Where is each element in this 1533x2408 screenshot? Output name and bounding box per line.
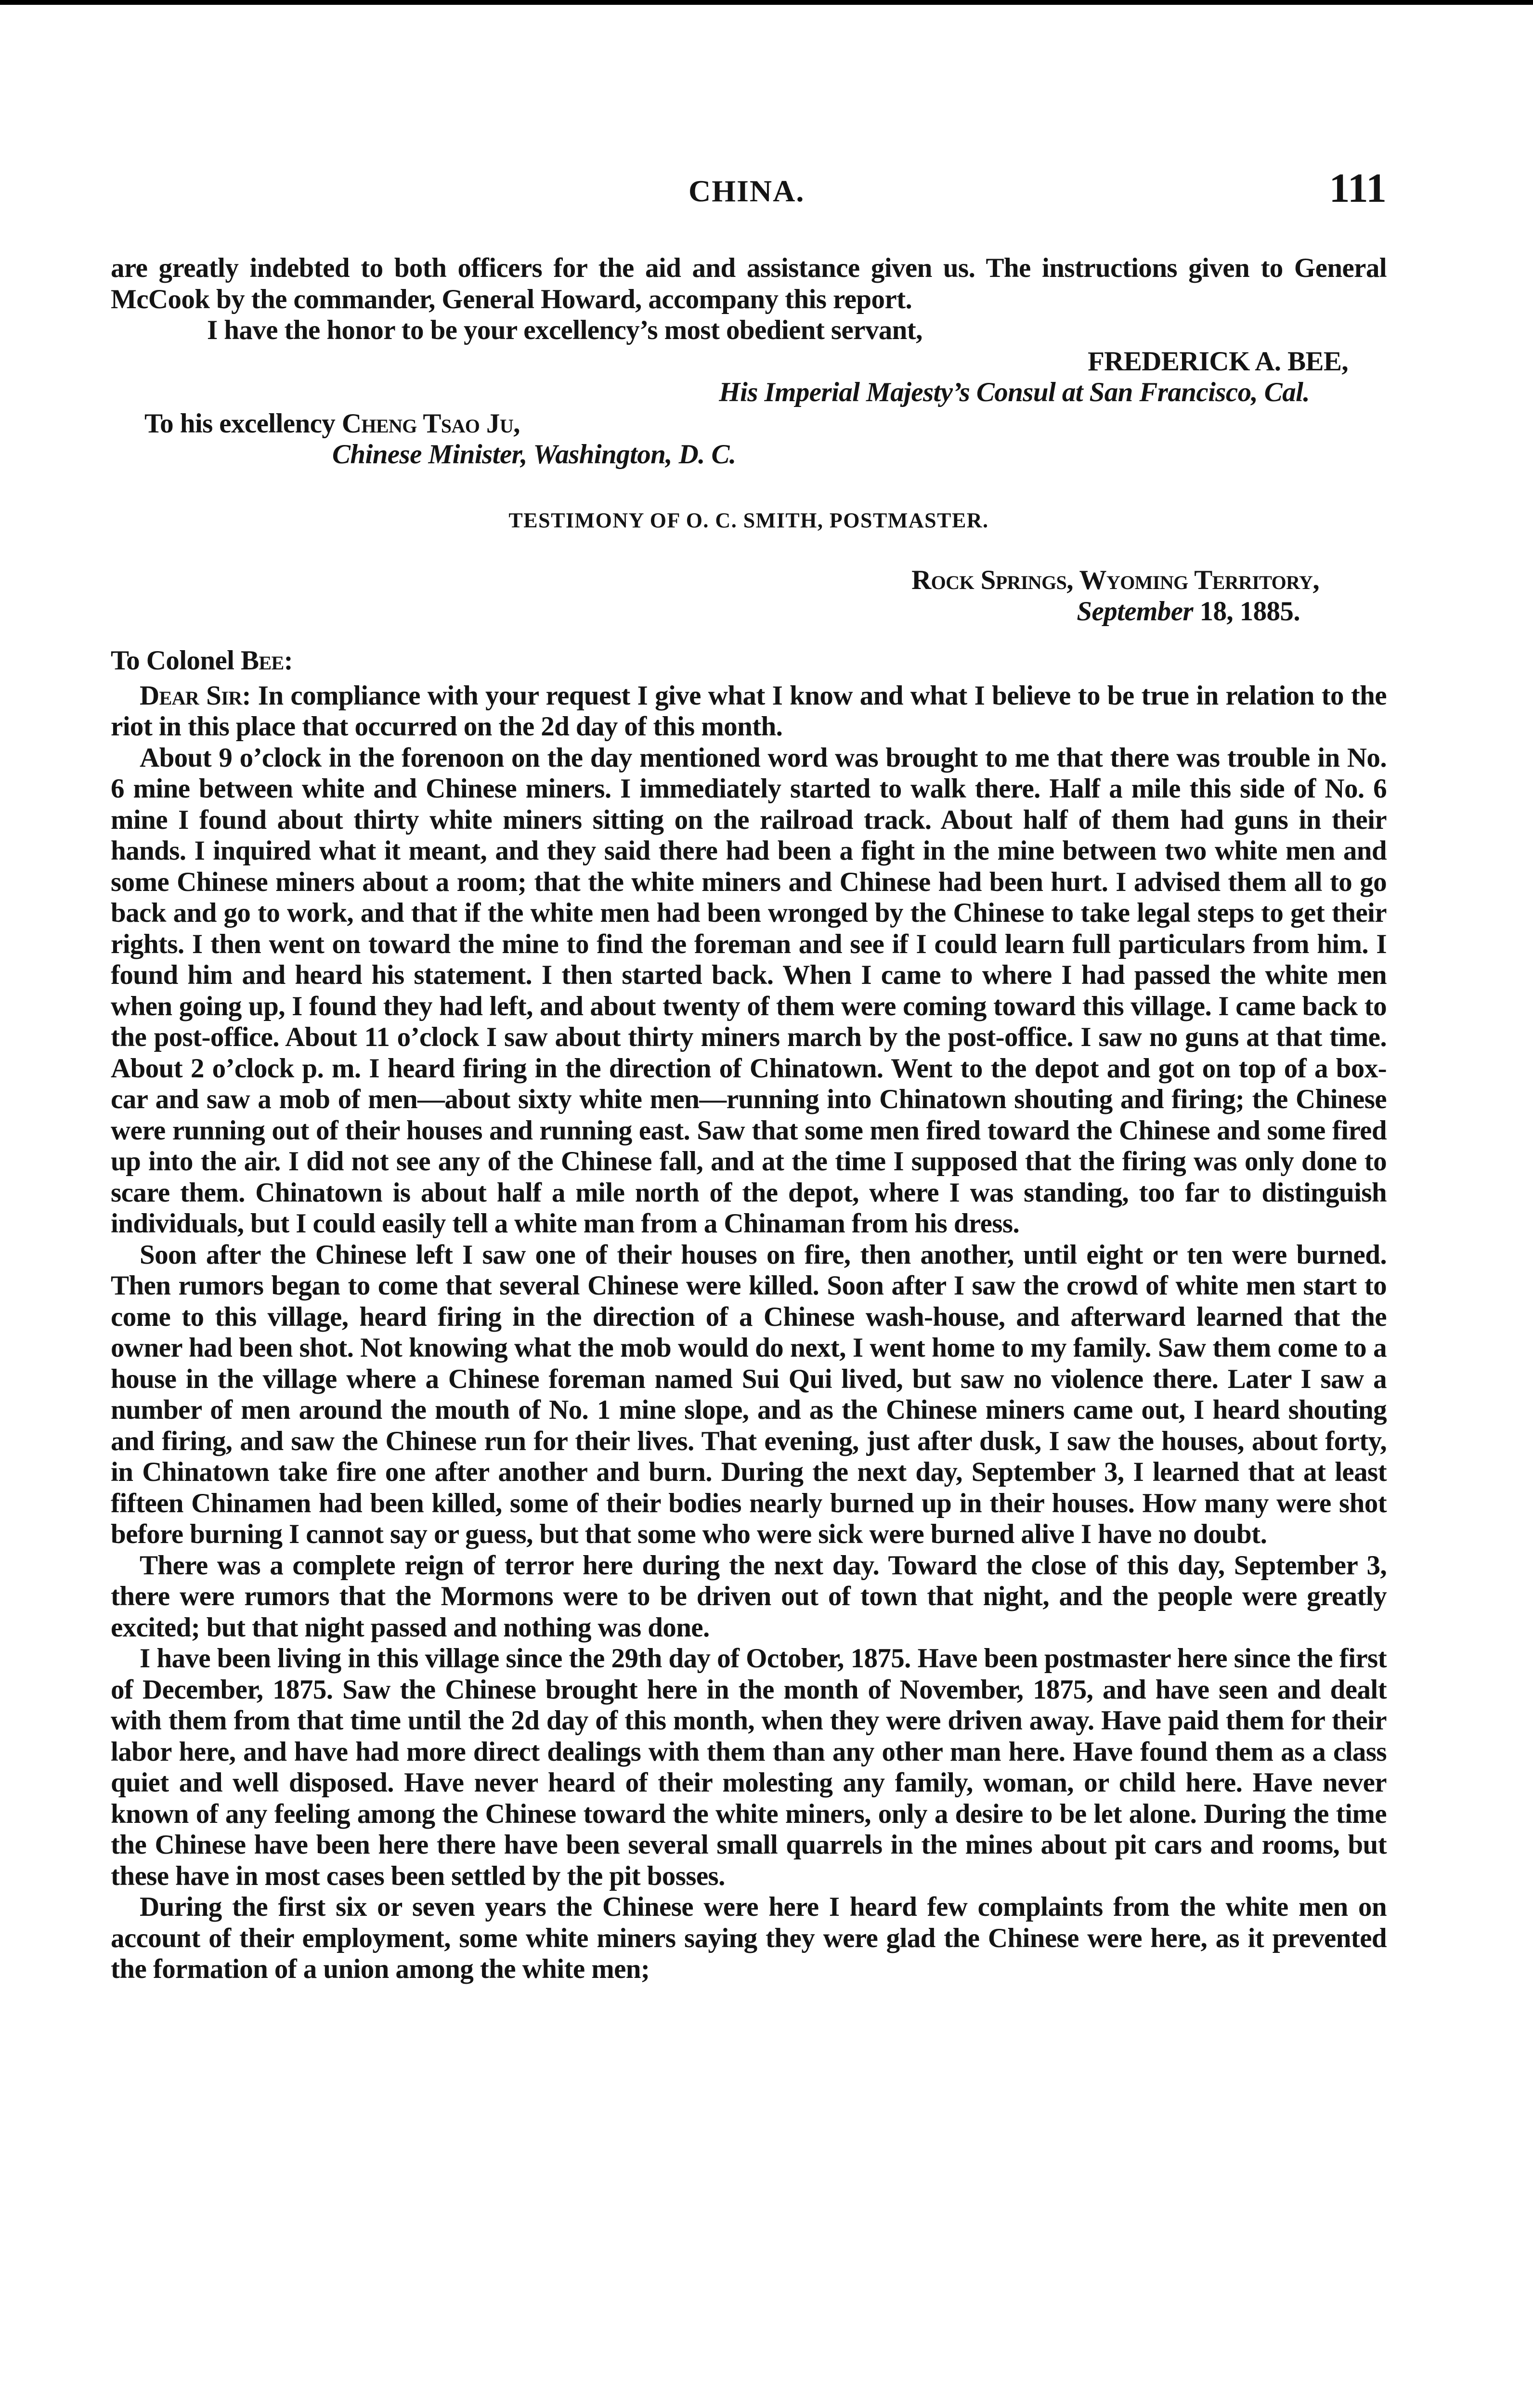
addressee-name: Cheng Tsao Ju, bbox=[341, 408, 520, 439]
running-header bbox=[111, 164, 1387, 217]
page-top-border bbox=[0, 0, 1533, 5]
testimony-paragraph-4: There was a complete reign of terror here during the next day. Toward the close of this day, September 3, there were rumors that the Mormons were to be driven out of town that night, and the people were greatly excited; but that night passed and nothing was done. bbox=[111, 1550, 1387, 1643]
recipient-prefix: To Colonel bbox=[111, 645, 241, 676]
dateline-month: September bbox=[1077, 596, 1193, 627]
dateline-day-year: 18, 1885. bbox=[1193, 596, 1300, 627]
testimony-paragraph-1 bbox=[111, 681, 1387, 743]
recipient-line bbox=[111, 645, 1387, 677]
closing-honor-line: I have the honor to be your excellency’s most obedient servant, bbox=[207, 315, 922, 345]
page-number: 111 bbox=[1329, 165, 1387, 211]
continued-paragraph: are greatly indebted to both officers for the aid and assistance given us. The instructions given to General McCook by the commander, General Howard, accompany this report. bbox=[111, 253, 1387, 314]
running-title: CHINA. bbox=[689, 174, 805, 208]
greeting: Dear Sir: bbox=[140, 680, 251, 711]
testimony-paragraph-3: Soon after the Chinese left I saw one of their houses on fire, then another, until eight or ten were burned. Then rumors began to come that several Chinese were killed. Soon after I saw the crowd of white men start to come to this village, heard firing in the direction of a Chinese wash-house, and afterward learned that the owner had been shot. Not knowing what the mob would do next, I went home to my family. Saw them come to a house in the village where a Chinese foreman named Sui Qui lived, but saw no violence there. Later I saw a number of men around the mouth of No. 1 mine slope, and as the Chinese miners came out, I heard shouting and firing, and saw the Chinese run for their lives. That evening, just after dusk, I saw the houses, about forty, in Chinatown take fire one after another and burn. During the next day, September 3, I learned that at least fifteen Chinamen had been killed, some of their bodies nearly burned up in their houses. How many were shot before burning I cannot say or guess, but that some who were sick were burned alive I have no doubt. bbox=[111, 1239, 1387, 1549]
addressee-prefix: To his excellency bbox=[144, 408, 342, 439]
dateline-place: Rock Springs, Wyoming Territory, bbox=[911, 565, 1319, 595]
testimony-paragraph-5: I have been living in this village since the 29th day of October, 1875. Have been postmaster here since the first of December, 1875. Saw the Chinese brought here in the month of November, 1875, and have seen and dealt with them from that time until the 2d day of this month, when they were driven away. Have paid them for their labor here, and have had more direct dealings with them than any other man here. Have found them as a class quiet and well disposed. Have never heard of their molesting any family, woman, or child here. Have never known of any feeling among the Chinese toward the white miners, only a desire to be let alone. During the time the Chinese have been here there have been several small quarrels in the mines about pit cars and rooms, but these have in most cases been settled by the pit bosses. bbox=[111, 1643, 1387, 1891]
page-body bbox=[111, 253, 1387, 1985]
recipient-name: Bee: bbox=[241, 645, 293, 676]
signature-name: FREDERICK A. BEE, bbox=[1088, 346, 1348, 377]
addressee-title: Chinese Minister, Washington, D. C. bbox=[332, 439, 736, 470]
greeting-body: In compliance with your request I give what I know and what I believe to be true in relation to the riot in this place that occurred on the 2d day of this month. bbox=[111, 680, 1387, 742]
testimony-heading: TESTIMONY OF O. C. SMITH, POSTMASTER. bbox=[508, 508, 989, 532]
dateline-date bbox=[111, 596, 1387, 628]
testimony-paragraph-2: About 9 o’clock in the forenoon on the day mentioned word was brought to me that there was trouble in No. 6 mine between white and Chinese miners. I immediately started to walk there. Half a mile this side of No. 6 mine I found about thirty white miners sitting on the railroad track. About half of them had guns in their hands. I inquired what it meant, and they said there had been a fight in the mine between two white men and some Chinese miners about a room; that the white miners and Chinese had been hurt. I advised them all to go back and go to work, and that if the white men had been wronged by the Chinese to take legal steps to get their rights. I then went on toward the mine to find the foreman and see if I could learn full particulars from him. I found him and heard his statement. I then started back. When I came to where I had passed the white men when going up, I found they had left, and about twenty of them were coming toward this village. I came back to the post-office. About 11 o’clock I saw about thirty miners march by the post-office. I saw no guns at that time. About 2 o’clock p. m. I heard firing in the direction of Chinatown. Went to the depot and got on top of a box-car and saw a mob of men—about sixty white men—running into Chinatown shouting and firing; the Chinese were running out of their houses and running east. Saw that some men fired toward the Chinese and some fired up into the air. I did not see any of the Chinese fall, and at the time I supposed that the firing was only done to scare them. Chinatown is about half a mile north of the depot, where I was standing, too far to distinguish individuals, but I could easily tell a white man from a Chinaman from his dress. bbox=[111, 742, 1387, 1239]
testimony-paragraph-6: During the first six or seven years the Chinese were here I heard few complaints from the white men on account of their employment, some white miners saying they were glad the Chinese were here, as it prevented the formation of a union among the white men; bbox=[111, 1892, 1387, 1984]
signature-title: His Imperial Majesty’s Consul at San Francisco, Cal. bbox=[719, 377, 1310, 407]
addressee-line bbox=[111, 408, 1387, 440]
